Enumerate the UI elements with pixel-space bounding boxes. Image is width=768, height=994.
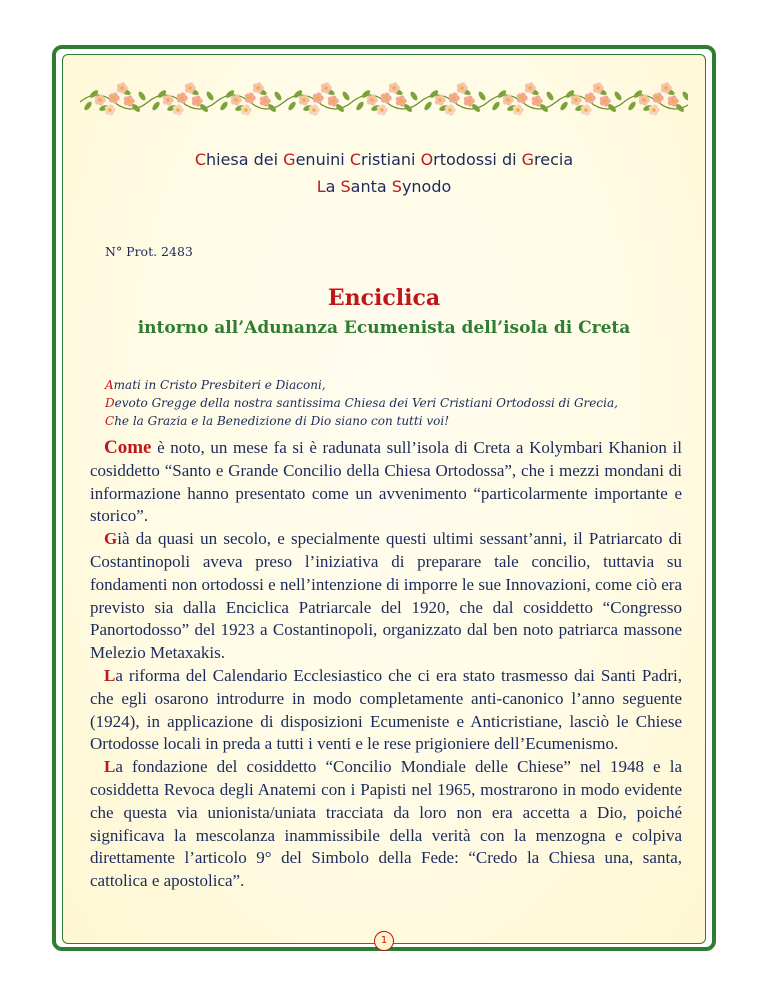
paragraph-text: a riforma del Calendario Ecclesiastico che ci era stato trasmesso dai Santi Padri, che egli osarono introdurre in modo completamente anti-canonico l’anno seguente (1924), in applicazione di disposizioni Ecumeniste e Anticristiane, lasciò le Chiese Ortodosse locali in preda a tutti i venti e le rese prigioniere dell’Ecumenismo.: [90, 665, 682, 754]
document-title: Enciclica: [327, 285, 441, 311]
header-initial: G: [521, 150, 535, 169]
page-number: 1: [374, 931, 394, 951]
salutation-initial: C: [105, 414, 115, 428]
body-text: [90, 437, 682, 893]
header-word: ristiani: [361, 150, 421, 169]
header-word: rtodossi di: [433, 150, 522, 169]
header-word: anta: [350, 177, 392, 196]
paragraph-text: a fondazione del cosiddetto “Concilio Mondiale delle Chiese” nel 1948 e la cosiddetta Revoca degli Anatemi con i Papisti nel 1965, mostrarono in modo evidente che questa via unionista/uniata tracciata da loro non era accetta a Dio, poiché significava la mescolanza inammissibile della verità con la menzogna e colpiva direttamente l’articolo 9° del Simbolo della Fede: “Credo la Chiesa una, santa, cattolica e apostolica”.: [90, 757, 682, 891]
paragraph-initial: L: [104, 665, 116, 685]
paragraph-initial: L: [104, 757, 116, 777]
floral-garland-icon: [80, 80, 688, 120]
salutation-initial: D: [105, 396, 115, 410]
church-name: [0, 150, 768, 169]
paragraph-initial: G: [104, 529, 118, 549]
salutation-line: [105, 412, 618, 430]
header-word: hiesa dei: [205, 150, 284, 169]
header-initial: S: [340, 177, 351, 196]
header-initial: O: [420, 150, 434, 169]
salutation-initial: A: [105, 378, 114, 392]
salutation-line: [105, 394, 618, 412]
document-subtitle: intorno all’Adunanza Ecumenista dell’isola di Creta: [137, 318, 631, 338]
header-word: a: [325, 177, 341, 196]
header-word: recia: [534, 150, 574, 169]
body-paragraph: [90, 437, 682, 528]
synod-name: [0, 177, 768, 196]
salutation-line: [105, 376, 618, 394]
salutation-text: evoto Gregge della nostra santissima Chiesa dei Veri Cristiani Ortodossi di Grecia,: [114, 396, 618, 410]
protocol-number: N° Prot. 2483: [105, 244, 193, 259]
header-initial: G: [283, 150, 296, 169]
paragraph-initial: Come: [104, 437, 152, 458]
body-paragraph: [90, 665, 682, 756]
paragraph-text: ià da quasi un secolo, e specialmente questi ultimi sessant’anni, il Patriarcato di Costantinopoli aveva preso l’iniziativa di preparare tale concilio, tuttavia su fondamenti non ortodossi e nell’intenzione di imporre le sue Innovazioni, come ciò era previsto sia dalla Enciclica Patriarcale del 1920, che dal cosiddetto “Congresso Panortodosso” del 1923 a Costantinopoli, organizzato dal ben noto patriarca massone Melezio Metaxakis.: [90, 529, 682, 663]
salutation-text: mati in Cristo Presbiteri e Diaconi,: [113, 378, 326, 392]
header-initial: C: [349, 150, 361, 169]
header-initial: L: [316, 177, 326, 196]
header-initial: C: [194, 150, 206, 169]
body-paragraph: [90, 528, 682, 665]
body-paragraph: [90, 756, 682, 893]
paragraph-text: è noto, un mese fa si è radunata sull’isola di Creta a Kolymbari Khanion il cosiddetto “Santo e Grande Concilio della Chiesa Ortodossa”, che i mezzi mondani di informazione hanno presentato come un avvenimento “particolarmente importante e storico”.: [90, 438, 682, 526]
salutation: [105, 376, 618, 430]
salutation-text: he la Grazia e la Benedizione di Dio siano con tutti voi!: [114, 414, 450, 428]
header-word: ynodo: [401, 177, 452, 196]
header-word: enuini: [295, 150, 350, 169]
header-initial: S: [391, 177, 402, 196]
